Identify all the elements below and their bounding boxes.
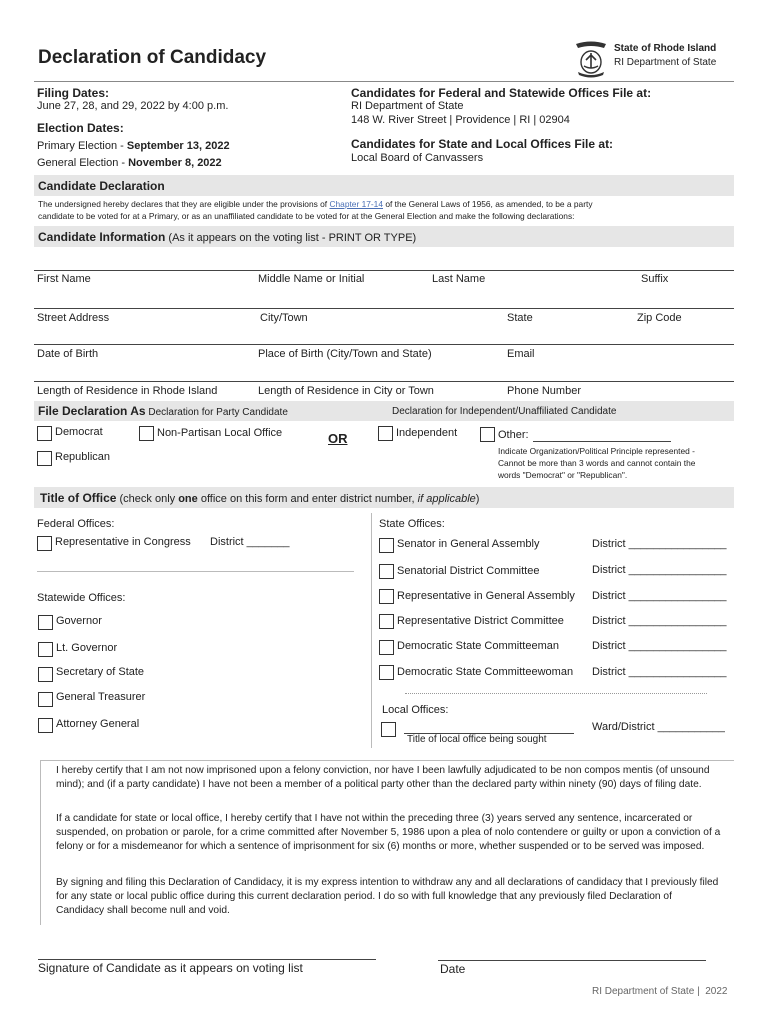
other-note-2: Cannot be more than 3 words and cannot contain the [498, 458, 696, 468]
rep-district-committee-district[interactable]: District ________________ [592, 615, 727, 627]
certification-paragraph-1: I hereby certify that I am not now imprisoned upon a felony conviction, nor have I been lawfully adjudicated to be non compos mentis (of unsound mind); and (if a party candidate) I have not been a member of a political party other than the declared party within ninety (90) days of filing date. [56, 765, 710, 790]
attorney-general-label: Attorney General [56, 718, 140, 730]
certification-top-rule [40, 760, 734, 761]
senatorial-committee-district[interactable]: District ________________ [592, 564, 727, 576]
address-line[interactable] [34, 308, 734, 309]
statewide-offices-label: Statewide Offices: [37, 592, 126, 604]
filing-dates-label: Filing Dates: [37, 86, 110, 100]
general-election [37, 157, 222, 169]
declaration-text-2: candidate to be voted for at a Primary, or as an unaffiliated candidate to be voted for at the General Election and make the following declarations: [38, 211, 575, 221]
date-label: Date [440, 962, 466, 976]
pob-label: Place of Birth (City/Town and State) [258, 348, 432, 360]
federal-file-line2: 148 W. River Street | Providence | RI | 02904 [351, 114, 570, 126]
secretary-of-state-checkbox[interactable] [38, 667, 53, 682]
local-file-line1: Local Board of Canvassers [351, 152, 484, 164]
city-label: City/Town [260, 312, 308, 324]
page-title: Declaration of Candidacy [38, 47, 267, 68]
rep-district-committee-label: Representative District Committee [397, 615, 564, 627]
footer-sep: | [697, 986, 700, 997]
nonpartisan-checkbox[interactable] [139, 426, 154, 441]
office-sub1: (check only [116, 493, 179, 505]
local-file-heading: Candidates for State and Local Offices File at: [351, 137, 614, 151]
street-label: Street Address [37, 312, 110, 324]
republican-label: Republican [55, 451, 111, 463]
federal-file-heading: Candidates for Federal and Statewide Offices File at: [351, 86, 652, 100]
residence-ri-label: Length of Residence in Rhode Island [37, 385, 218, 397]
general-label: General Election - [37, 157, 129, 169]
election-dates-label: Election Dates: [37, 121, 124, 135]
zip-label: Zip Code [637, 312, 682, 324]
democrat-label: Democrat [55, 426, 103, 438]
governor-label: Governor [56, 615, 102, 627]
email-label: Email [507, 348, 535, 360]
footer [592, 986, 727, 997]
primary-election [37, 140, 230, 152]
office-sub-italic: if applicable [417, 493, 476, 505]
office-sub-bold: one [178, 493, 198, 505]
declaration-heading: Candidate Declaration [38, 179, 165, 193]
attorney-general-checkbox[interactable] [38, 718, 53, 733]
declaration-text-pre: The undersigned hereby declares that they are eligible under the provisions of [38, 199, 330, 209]
header-divider [34, 81, 734, 82]
date-line[interactable] [438, 960, 706, 961]
local-office-title-label: Title of local office being sought [407, 734, 547, 745]
other-checkbox[interactable] [480, 427, 495, 442]
department-name: RI Department of State [614, 57, 717, 68]
federal-offices-label: Federal Offices: [37, 518, 115, 530]
rep-assembly-label: Representative in General Assembly [397, 590, 575, 602]
certification-left-rule [40, 760, 41, 925]
general-treasurer-checkbox[interactable] [38, 692, 53, 707]
candidate-info-title: Candidate Information [38, 230, 166, 244]
local-office-checkbox[interactable] [381, 722, 396, 737]
other-note-3: words "Democrat" or "Republican". [498, 470, 628, 480]
office-column-divider [371, 513, 372, 748]
senator-district[interactable]: District ________________ [592, 538, 727, 550]
birth-line[interactable] [34, 344, 734, 345]
general-treasurer-label: General Treasurer [56, 691, 146, 703]
candidate-info-sub: (As it appears on the voting list - PRINT OR TYPE) [165, 232, 417, 244]
rep-congress-label: Representative in Congress [55, 536, 191, 548]
office-sub2: office on this form and enter district number, [197, 493, 418, 505]
primary-label: Primary Election - [37, 140, 127, 152]
rep-district-committee-checkbox[interactable] [379, 614, 394, 629]
signature-label: Signature of Candidate as it appears on voting list [38, 961, 303, 975]
file-declaration-heading [38, 404, 288, 418]
residence-line[interactable] [34, 381, 734, 382]
federal-file-line1: RI Department of State [351, 100, 464, 112]
senator-label: Senator in General Assembly [397, 538, 540, 550]
file-declaration-title: File Declaration As [38, 404, 146, 418]
state-offices-label: State Offices: [379, 518, 445, 530]
democrat-checkbox[interactable] [37, 426, 52, 441]
phone-label: Phone Number [507, 385, 581, 397]
committeewoman-checkbox[interactable] [379, 665, 394, 680]
committeeman-label: Democratic State Committeeman [397, 640, 559, 652]
rep-assembly-district[interactable]: District ________________ [592, 590, 727, 602]
committeewoman-label: Democratic State Committeewoman [397, 666, 574, 678]
filing-dates-value: June 27, 28, and 29, 2022 by 4:00 p.m. [37, 100, 229, 112]
republican-checkbox[interactable] [37, 451, 52, 466]
state-name: State of Rhode Island [614, 43, 717, 54]
other-note-1: Indicate Organization/Political Principle represented - [498, 446, 695, 456]
certification-paragraph-3: By signing and filing this Declaration of Candidacy, it is my express intention to withdraw any and all declarations of candidacy that I previously filed for any state or local public office during this current declaration period. I do so with full knowledge that any previously filed Declaration of Candidacy shall become null and void. [56, 877, 719, 916]
ward-district[interactable]: Ward/District ___________ [592, 721, 725, 733]
other-label: Other: [498, 429, 529, 441]
state-label: State [507, 312, 533, 324]
last-name-label: Last Name [432, 273, 486, 285]
office-title: Title of Office [40, 491, 117, 505]
committeeman-checkbox[interactable] [379, 640, 394, 655]
other-input-line[interactable] [533, 441, 671, 442]
dob-label: Date of Birth [37, 348, 99, 360]
declaration-text-1 [38, 199, 593, 209]
rep-congress-district[interactable]: District _______ [210, 536, 290, 548]
senatorial-committee-checkbox[interactable] [379, 564, 394, 579]
rep-congress-checkbox[interactable] [37, 536, 52, 551]
primary-date: September 13, 2022 [126, 140, 230, 152]
office-heading [40, 491, 479, 505]
certification-paragraph-2: If a candidate for state or local office, I hereby certify that I have not within the preceding three (3) years served any sentence, incarcerated or suspended, on probation or parole, for a crime committed after November 5, 1986 upon a plea of nolo contendere or guilty or upon a conviction of a felony or for a misdemeanor for which a sentence of imprisonment for six (6) months or more, whether suspended or to be served was imposed. [56, 813, 721, 852]
committeeman-district[interactable]: District ________________ [592, 640, 727, 652]
senator-checkbox[interactable] [379, 538, 394, 553]
governor-checkbox[interactable] [38, 615, 53, 630]
local-offices-label: Local Offices: [382, 704, 449, 716]
declaration-text-post: of the General Laws of 1956, as amended, to be a party [383, 199, 593, 209]
or-label: OR [328, 431, 348, 446]
lt-governor-label: Lt. Governor [56, 642, 118, 654]
office-sub3: ) [475, 493, 480, 505]
nonpartisan-label: Non-Partisan Local Office [157, 427, 283, 439]
middle-name-label: Middle Name or Initial [258, 273, 365, 285]
senatorial-committee-label: Senatorial District Committee [397, 565, 540, 577]
candidate-info-heading [38, 230, 416, 244]
lt-governor-checkbox[interactable] [38, 642, 53, 657]
name-line[interactable] [34, 270, 734, 271]
party-candidate-label: Declaration for Party Candidate [145, 407, 288, 418]
independent-checkbox[interactable] [378, 426, 393, 441]
chapter-link[interactable]: Chapter 17-14 [329, 199, 383, 209]
state-separator [405, 693, 707, 694]
suffix-label: Suffix [641, 273, 669, 285]
general-date: November 8, 2022 [128, 157, 222, 169]
independent-candidate-label: Declaration for Independent/Unaffiliated Candidate [392, 406, 617, 417]
committeewoman-district[interactable]: District ________________ [592, 666, 727, 678]
state-seal-icon [570, 38, 612, 78]
signature-line[interactable] [38, 959, 376, 960]
federal-separator [37, 571, 354, 572]
secretary-of-state-label: Secretary of State [56, 666, 145, 678]
footer-dept: RI Department of State [592, 986, 695, 997]
rep-assembly-checkbox[interactable] [379, 589, 394, 604]
first-name-label: First Name [37, 273, 91, 285]
independent-label: Independent [396, 427, 458, 439]
footer-year: 2022 [705, 986, 728, 997]
residence-city-label: Length of Residence in City or Town [258, 385, 434, 397]
